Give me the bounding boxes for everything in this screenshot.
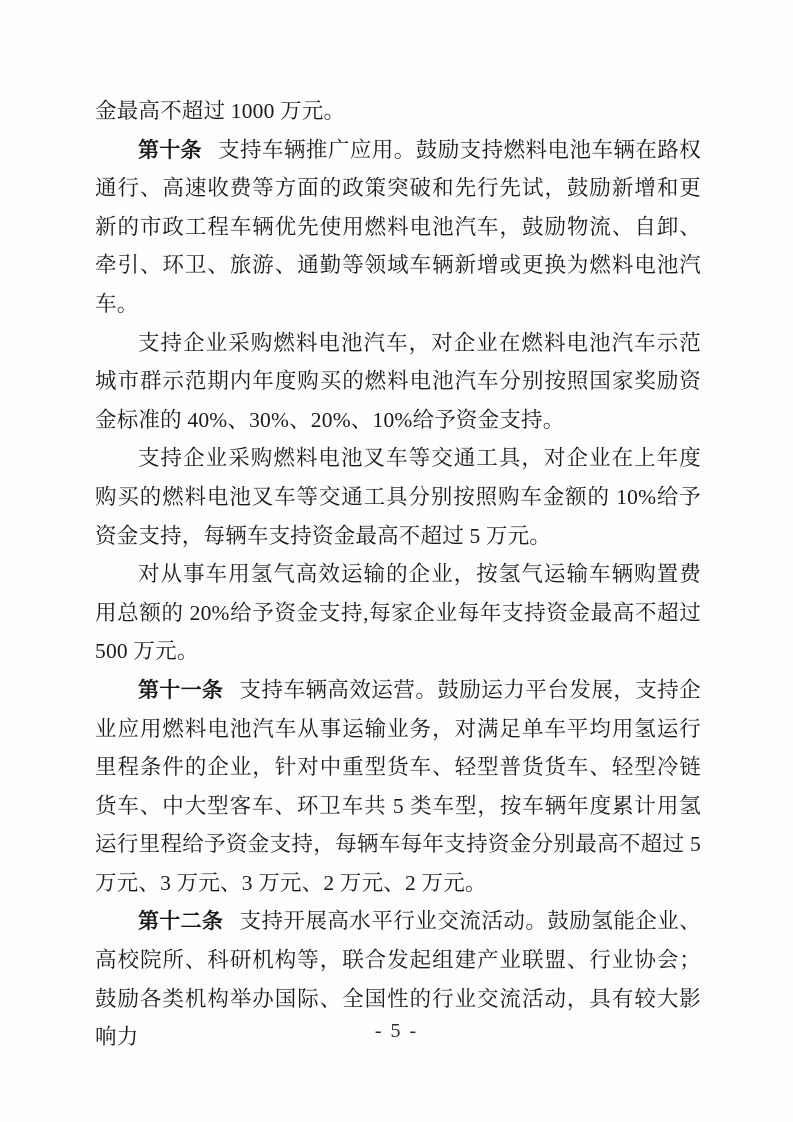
article-label-twelve: 第十二条 bbox=[138, 909, 224, 934]
paragraph-text: 支持企业采购燃料电池汽车，对企业在燃料电池汽车示范城市群示范期内年度购买的燃料电池汽车分别按照国家奖励资金标准的 40%、30%、20%、10%给予资金支持。 bbox=[95, 330, 701, 432]
paragraph-text: 支持车辆推广应用。鼓励支持燃料电池车辆在路权通行、高速收费等方面的政策突破和先行先试，鼓励新增和更新的市政工程车辆优先使用燃料电池汽车，鼓励物流、自卸、牵引、环卫、旅游、通勤等领域车辆新增或更换为燃料电池汽车。 bbox=[95, 137, 702, 316]
paragraph-purchase-forklift bbox=[95, 439, 701, 555]
paragraph-article-ten bbox=[95, 131, 701, 324]
paragraph-text: 支持开展高水平行业交流活动。鼓励氢能企业、高校院所、科研机构等，联合发起组建产业联盟、行业协会；鼓励各类机构举办国际、全国性的行业交流活动，具有较大影响力 bbox=[95, 909, 702, 1050]
page-number: - 5 - bbox=[374, 1020, 419, 1042]
paragraph-article-eleven bbox=[95, 671, 701, 903]
article-label-eleven: 第十一条 bbox=[138, 677, 224, 702]
paragraph-text: 支持企业采购燃料电池叉车等交通工具，对企业在上年度购买的燃料电池叉车等交通工具分别按照购车金额的 10%给予资金支持，每辆车支持资金最高不超过 5 万元。 bbox=[95, 446, 701, 548]
paragraph-hydrogen-transport bbox=[95, 555, 701, 671]
document-body bbox=[95, 92, 701, 1057]
paragraph-text: 金最高不超过 1000 万元。 bbox=[95, 99, 346, 123]
paragraph-text: 支持车辆高效运营。鼓励运力平台发展，支持企业应用燃料电池汽车从事运输业务，对满足单车平均用氢运行里程条件的企业，针对中重型货车、轻型普货货车、轻型冷链货车、中大型客车、环卫车共 5 类车型，按车辆年度累计用氢运行里程给予资金支持，每辆车每年支持资金分别最高不超过 5 万元、3 万元、3 万元、2 万元、2 万元。 bbox=[95, 677, 702, 895]
article-label-ten: 第十条 bbox=[138, 137, 202, 162]
paragraph-text: 对从事车用氢气高效运输的企业，按氢气运输车辆购置费用总额的 20%给予资金支持,每家企业每年支持资金最高不超过 500 万元。 bbox=[95, 562, 701, 664]
paragraph-continuation-article-nine bbox=[95, 92, 701, 131]
paragraph-purchase-fcev bbox=[95, 324, 701, 440]
